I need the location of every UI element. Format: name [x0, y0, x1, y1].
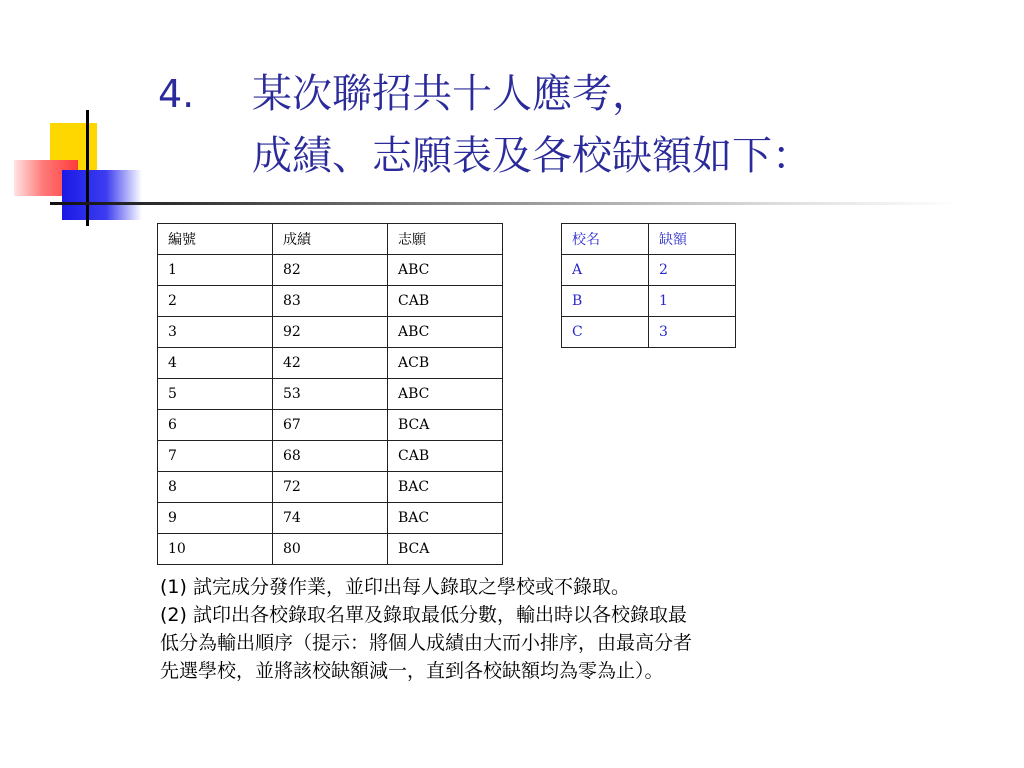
table-row [158, 472, 503, 503]
decor-vertical-line [86, 110, 89, 226]
table-cell: CAB [388, 286, 503, 317]
table-cell: 5 [158, 379, 273, 410]
table-cell: BAC [388, 503, 503, 534]
table-row [158, 286, 503, 317]
header-cell-vacancy: 缺額 [649, 224, 736, 255]
table-cell: 68 [273, 441, 388, 472]
table-cell: 9 [158, 503, 273, 534]
table-cell: 67 [273, 410, 388, 441]
scores-table [157, 223, 503, 565]
table-cell: 6 [158, 410, 273, 441]
header-cell-preference: 志願 [388, 224, 503, 255]
task-1 [160, 573, 900, 601]
table-row [158, 503, 503, 534]
table-cell: ABC [388, 255, 503, 286]
school-vacancy-table [561, 223, 736, 348]
table-row [158, 255, 503, 286]
table-cell: ABC [388, 379, 503, 410]
table-cell: 83 [273, 286, 388, 317]
table-row [158, 317, 503, 348]
table-cell: 72 [273, 472, 388, 503]
table-cell: A [562, 255, 649, 286]
table-cell: 7 [158, 441, 273, 472]
table-row [562, 317, 736, 348]
slide-title-line-1: 某次聯招共十人應考， [252, 71, 652, 117]
header-cell-id: 編號 [158, 224, 273, 255]
table-cell: B [562, 286, 649, 317]
table-cell: 2 [158, 286, 273, 317]
table-cell: 1 [158, 255, 273, 286]
task-1-number: (1) [160, 576, 187, 598]
table-row [158, 441, 503, 472]
table-cell: 3 [649, 317, 736, 348]
task-2-number: (2) [160, 604, 187, 626]
table-cell: 8 [158, 472, 273, 503]
table-header-row [158, 224, 503, 255]
table-cell: 3 [158, 317, 273, 348]
table-cell: 53 [273, 379, 388, 410]
table-cell: 1 [649, 286, 736, 317]
task-1-text: 試完成分發作業，並印出每人錄取之學校或不錄取。 [186, 576, 630, 598]
table-cell: ACB [388, 348, 503, 379]
header-cell-score: 成績 [273, 224, 388, 255]
table-row [158, 534, 503, 565]
table-row [158, 348, 503, 379]
table-cell: 80 [273, 534, 388, 565]
table-cell: ABC [388, 317, 503, 348]
table-cell: CAB [388, 441, 503, 472]
table-cell: C [562, 317, 649, 348]
table-cell: 42 [273, 348, 388, 379]
table-cell: 82 [273, 255, 388, 286]
header-cell-school: 校名 [562, 224, 649, 255]
table-cell: BAC [388, 472, 503, 503]
title-divider-line [50, 202, 960, 205]
decor-blue-bar [62, 170, 142, 220]
task-2 [160, 601, 900, 629]
task-2-line-2: 低分為輸出順序（提示：將個人成績由大而小排序，由最高分者 [160, 632, 693, 654]
slide-number: 4. [158, 72, 195, 116]
table-row [158, 379, 503, 410]
table-cell: 74 [273, 503, 388, 534]
table-cell: 92 [273, 317, 388, 348]
table-cell: BCA [388, 534, 503, 565]
table-row [562, 286, 736, 317]
table-cell: 10 [158, 534, 273, 565]
slide-title-line-2: 成績、志願表及各校缺額如下： [252, 133, 812, 179]
table-cell: 2 [649, 255, 736, 286]
table-cell: BCA [388, 410, 503, 441]
task-2-line-3: 先選學校，並將該校缺額減一，直到各校缺額均為零為止）。 [160, 660, 664, 682]
table-row [562, 255, 736, 286]
task-2-text: 試印出各校錄取名單及錄取最低分數，輸出時以各校錄取最 [186, 604, 687, 626]
table-header-row [562, 224, 736, 255]
table-cell: 4 [158, 348, 273, 379]
table-row [158, 410, 503, 441]
